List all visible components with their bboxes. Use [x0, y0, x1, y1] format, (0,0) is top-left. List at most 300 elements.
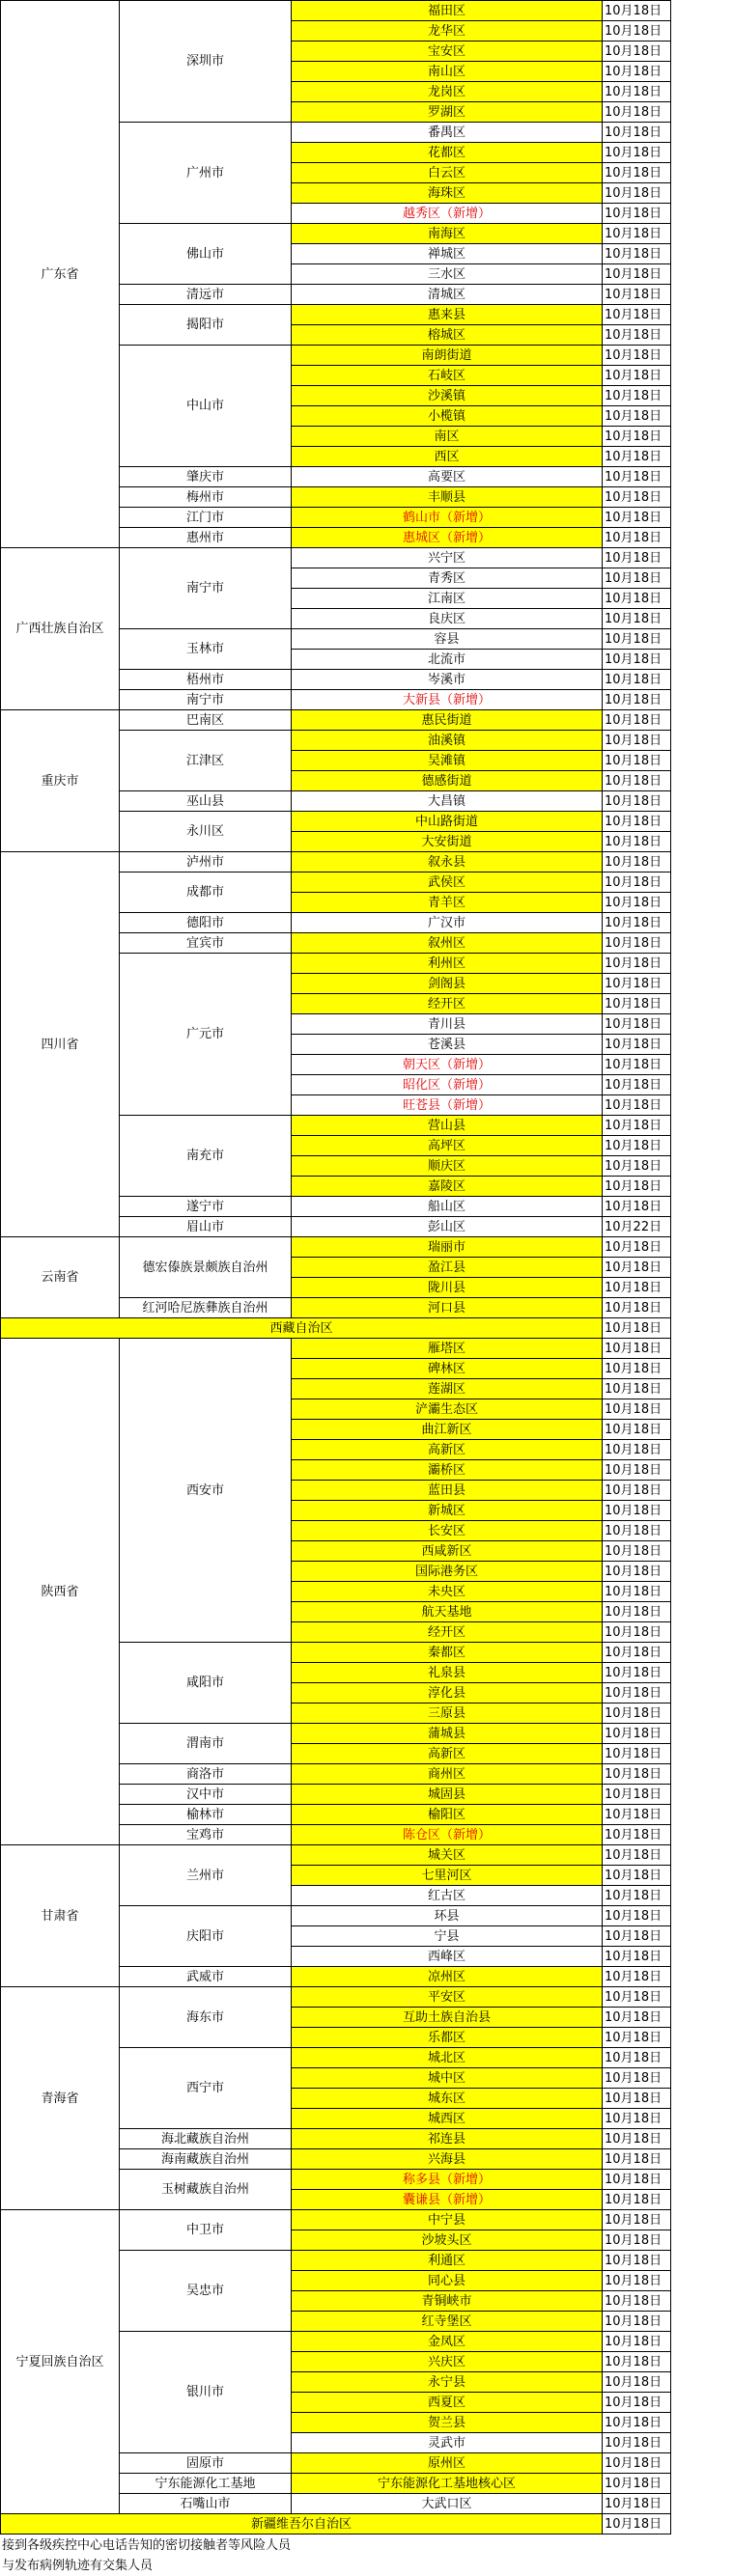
- province-cell: 宁夏回族自治区: [0, 2209, 120, 2514]
- district-cell: 苍溪县: [291, 1034, 603, 1055]
- date-cell: 10月18日: [602, 750, 671, 771]
- date-cell: 10月18日: [602, 1763, 671, 1785]
- district-cell: 城固县: [291, 1784, 603, 1805]
- district-cell: 白云区: [291, 162, 603, 183]
- district-cell: 禅城区: [291, 243, 603, 264]
- city-cell: 玉林市: [119, 628, 292, 670]
- date-cell: 10月18日: [602, 993, 671, 1014]
- district-cell: 灞桥区: [291, 1459, 603, 1481]
- city-cell: 中山市: [119, 345, 292, 467]
- city-cell: 巴南区: [119, 709, 292, 731]
- date-cell: 10月18日: [602, 2250, 671, 2271]
- date-cell: 10月18日: [602, 203, 671, 224]
- date-cell: 10月18日: [602, 122, 671, 143]
- date-cell: 10月18日: [602, 1399, 671, 1420]
- district-cell: 陇川县: [291, 1277, 603, 1298]
- district-cell: 鹤山市（新增）: [291, 507, 603, 528]
- date-cell: 10月18日: [602, 851, 671, 873]
- date-cell: 10月18日: [602, 263, 671, 285]
- city-cell: 惠州市: [119, 527, 292, 548]
- date-cell: 10月18日: [602, 426, 671, 447]
- district-cell: 中宁县: [291, 2209, 603, 2230]
- district-cell: 高新区: [291, 1439, 603, 1460]
- date-cell: 10月18日: [602, 1540, 671, 1562]
- district-cell: 未央区: [291, 1581, 603, 1602]
- district-cell: 叙永县: [291, 851, 603, 873]
- province-cell: 四川省: [0, 851, 120, 1237]
- district-cell: 兴宁区: [291, 547, 603, 568]
- date-cell: 10月18日: [602, 973, 671, 994]
- district-cell: 凉州区: [291, 1966, 603, 1987]
- date-cell: 10月18日: [602, 1338, 671, 1359]
- date-cell: 10月18日: [602, 142, 671, 163]
- date-cell: 10月18日: [602, 1824, 671, 1845]
- date-cell: 10月18日: [602, 1682, 671, 1703]
- city-cell: 南宁市: [119, 547, 292, 629]
- date-cell: 10月18日: [602, 20, 671, 42]
- city-cell: 玉树藏族自治州: [119, 2169, 292, 2210]
- district-cell: 惠城区（新增）: [291, 527, 603, 548]
- district-cell: 礼泉县: [291, 1662, 603, 1683]
- district-cell: 叙州区: [291, 932, 603, 954]
- city-cell: 庆阳市: [119, 1905, 292, 1967]
- district-cell: 容县: [291, 628, 603, 650]
- district-cell: 囊谦县（新增）: [291, 2189, 603, 2210]
- date-cell: 10月18日: [602, 2452, 671, 2474]
- district-cell: 红寺堡区: [291, 2311, 603, 2332]
- province-cell: 重庆市: [0, 709, 120, 852]
- district-cell: 宁县: [291, 1925, 603, 1947]
- district-cell: 利通区: [291, 2250, 603, 2271]
- district-cell: 花都区: [291, 142, 603, 163]
- district-cell: 淳化县: [291, 1682, 603, 1703]
- district-cell: 河口县: [291, 1297, 603, 1318]
- district-cell: 西咸新区: [291, 1540, 603, 1562]
- district-cell: 营山县: [291, 1115, 603, 1136]
- date-cell: 10月18日: [602, 1094, 671, 1116]
- date-cell: 10月18日: [602, 1844, 671, 1866]
- date-cell: 10月18日: [602, 1642, 671, 1663]
- city-cell: 榆林市: [119, 1804, 292, 1825]
- city-cell: 揭阳市: [119, 304, 292, 346]
- district-cell: 城关区: [291, 1844, 603, 1866]
- date-cell: 10月18日: [602, 345, 671, 366]
- date-cell: 10月18日: [602, 2432, 671, 2453]
- date-cell: 10月18日: [602, 1115, 671, 1136]
- city-cell: 南宁市: [119, 689, 292, 710]
- date-cell: 10月18日: [602, 1297, 671, 1318]
- city-cell: 梅州市: [119, 486, 292, 508]
- province-cell: 陕西省: [0, 1338, 120, 1845]
- province-cell: 甘肃省: [0, 1844, 120, 1987]
- district-cell: 宝安区: [291, 41, 603, 62]
- district-cell: 大武口区: [291, 2493, 603, 2514]
- date-cell: 10月18日: [602, 1601, 671, 1622]
- city-cell: 海东市: [119, 1986, 292, 2048]
- district-cell: 互助土族自治县: [291, 2007, 603, 2028]
- district-cell: 惠民街道: [291, 709, 603, 731]
- district-cell: 红古区: [291, 1885, 603, 1906]
- district-cell: 罗湖区: [291, 101, 603, 123]
- date-cell: 10月18日: [602, 182, 671, 204]
- district-cell: 城北区: [291, 2047, 603, 2068]
- date-cell: 10月18日: [602, 101, 671, 123]
- city-cell: 广州市: [119, 122, 292, 224]
- date-cell: 10月18日: [602, 2331, 671, 2352]
- date-cell: 10月18日: [602, 162, 671, 183]
- city-cell: 西安市: [119, 1338, 292, 1643]
- district-cell: 德感街道: [291, 770, 603, 791]
- city-cell: 深圳市: [119, 0, 292, 123]
- city-cell: 银川市: [119, 2331, 292, 2453]
- district-cell: 榕城区: [291, 324, 603, 346]
- district-cell: 称多县（新增）: [291, 2169, 603, 2190]
- date-cell: 10月18日: [602, 41, 671, 62]
- date-cell: 10月18日: [602, 2412, 671, 2433]
- date-cell: 10月18日: [602, 1520, 671, 1541]
- date-cell: 10月18日: [602, 486, 671, 508]
- date-cell: 10月18日: [602, 1662, 671, 1683]
- city-cell: 海南藏族自治州: [119, 2148, 292, 2170]
- date-cell: 10月18日: [602, 1236, 671, 1258]
- date-cell: 10月18日: [602, 2473, 671, 2494]
- date-cell: 10月18日: [602, 61, 671, 82]
- province-cell: 广西壮族自治区: [0, 547, 120, 710]
- date-cell: 10月18日: [602, 608, 671, 629]
- date-cell: 10月18日: [602, 2230, 671, 2251]
- date-cell: 10月18日: [602, 1135, 671, 1156]
- district-cell: 经开区: [291, 993, 603, 1014]
- district-cell: 国际港务区: [291, 1561, 603, 1582]
- date-cell: 10月18日: [602, 1966, 671, 1987]
- district-cell: 沙溪镇: [291, 385, 603, 406]
- city-cell: 德宏傣族景颇族自治州: [119, 1236, 292, 1298]
- date-cell: 10月18日: [602, 2047, 671, 2068]
- district-cell: 榆阳区: [291, 1804, 603, 1825]
- city-cell: 宝鸡市: [119, 1824, 292, 1845]
- date-cell: 10月18日: [602, 1277, 671, 1298]
- city-cell: 梧州市: [119, 669, 292, 690]
- district-cell: 盈江县: [291, 1257, 603, 1278]
- city-cell: 汉中市: [119, 1784, 292, 1805]
- city-cell: 南充市: [119, 1115, 292, 1197]
- date-cell: 10月18日: [602, 831, 671, 852]
- district-cell: 大新县（新增）: [291, 689, 603, 710]
- date-cell: 10月18日: [602, 1925, 671, 1947]
- district-cell: 清城区: [291, 284, 603, 305]
- date-cell: 10月18日: [602, 2270, 671, 2291]
- date-cell: 10月18日: [602, 2371, 671, 2393]
- date-cell: 10月18日: [602, 2290, 671, 2312]
- district-cell: 西峰区: [291, 1946, 603, 1967]
- district-cell: 嘉陵区: [291, 1176, 603, 1197]
- district-cell: 岑溪市: [291, 669, 603, 690]
- date-cell: 10月18日: [602, 2189, 671, 2210]
- district-cell: 南朗街道: [291, 345, 603, 366]
- date-cell: 10月18日: [602, 1054, 671, 1075]
- district-cell: 番禺区: [291, 122, 603, 143]
- date-cell: 10月18日: [602, 466, 671, 487]
- date-cell: 10月18日: [602, 1581, 671, 1602]
- city-cell: 遂宁市: [119, 1196, 292, 1217]
- district-cell: 三原县: [291, 1703, 603, 1724]
- city-cell: 清远市: [119, 284, 292, 305]
- date-cell: 10月18日: [602, 1176, 671, 1197]
- date-cell: 10月18日: [602, 547, 671, 568]
- date-cell: 10月18日: [602, 1743, 671, 1764]
- district-cell: 碑林区: [291, 1358, 603, 1379]
- date-cell: 10月18日: [602, 1723, 671, 1744]
- city-cell: 兰州市: [119, 1844, 292, 1906]
- footnote: 与发布病例轨迹有交集人员: [2, 2559, 154, 2573]
- date-cell: 10月18日: [602, 1784, 671, 1805]
- district-cell: 秦都区: [291, 1642, 603, 1663]
- date-cell: 10月18日: [602, 2209, 671, 2230]
- date-cell: 10月18日: [602, 1317, 671, 1339]
- district-cell: 武侯区: [291, 872, 603, 893]
- district-cell: 南海区: [291, 223, 603, 244]
- date-cell: 10月18日: [602, 1500, 671, 1521]
- city-cell: 江门市: [119, 507, 292, 528]
- district-cell: 平安区: [291, 1986, 603, 2008]
- district-cell: 吴滩镇: [291, 750, 603, 771]
- district-cell: 福田区: [291, 0, 603, 21]
- district-cell: 大昌镇: [291, 790, 603, 812]
- city-cell: 固原市: [119, 2452, 292, 2474]
- district-cell: 小榄镇: [291, 405, 603, 427]
- district-cell: 雁塔区: [291, 1338, 603, 1359]
- date-cell: 10月18日: [602, 730, 671, 751]
- date-cell: 10月18日: [602, 1946, 671, 1967]
- district-cell: 剑阁县: [291, 973, 603, 994]
- district-cell: 旺苍县（新增）: [291, 1094, 603, 1116]
- district-cell: 城东区: [291, 2088, 603, 2109]
- date-cell: 10月18日: [602, 2148, 671, 2170]
- district-cell: 原州区: [291, 2452, 603, 2474]
- date-cell: 10月18日: [602, 507, 671, 528]
- date-cell: 10月18日: [602, 2088, 671, 2109]
- district-cell: 西区: [291, 446, 603, 467]
- date-cell: 10月18日: [602, 223, 671, 244]
- date-cell: 10月18日: [602, 527, 671, 548]
- district-cell: 高要区: [291, 466, 603, 487]
- date-cell: 10月18日: [602, 2067, 671, 2089]
- district-cell: 兴庆区: [291, 2351, 603, 2372]
- district-cell: 石岐区: [291, 365, 603, 386]
- district-cell: 丰顺县: [291, 486, 603, 508]
- city-cell: 永川区: [119, 811, 292, 852]
- district-cell: 西夏区: [291, 2392, 603, 2413]
- district-cell: 南山区: [291, 61, 603, 82]
- city-cell: 江津区: [119, 730, 292, 791]
- district-cell: 瑞丽市: [291, 1236, 603, 1258]
- district-cell: 北流市: [291, 649, 603, 670]
- date-cell: 10月18日: [602, 284, 671, 305]
- city-cell: 西宁市: [119, 2047, 292, 2129]
- district-cell: 高坪区: [291, 1135, 603, 1156]
- date-cell: 10月22日: [602, 1216, 671, 1237]
- date-cell: 10月18日: [602, 2007, 671, 2028]
- district-cell: 龙华区: [291, 20, 603, 42]
- date-cell: 10月18日: [602, 872, 671, 893]
- district-cell: 祁连县: [291, 2128, 603, 2149]
- city-cell: 渭南市: [119, 1723, 292, 1764]
- date-cell: 10月18日: [602, 324, 671, 346]
- date-cell: 10月18日: [602, 1986, 671, 2008]
- date-cell: 10月18日: [602, 1439, 671, 1460]
- district-cell: 陈仓区（新增）: [291, 1824, 603, 1845]
- date-cell: 10月18日: [602, 669, 671, 690]
- district-cell: 永宁县: [291, 2371, 603, 2393]
- date-cell: 10月18日: [602, 912, 671, 933]
- date-cell: 10月18日: [602, 790, 671, 812]
- district-cell: 船山区: [291, 1196, 603, 1217]
- district-cell: 南区: [291, 426, 603, 447]
- date-cell: 10月18日: [602, 2311, 671, 2332]
- district-cell: 商州区: [291, 1763, 603, 1785]
- date-cell: 10月18日: [602, 709, 671, 731]
- district-cell: 越秀区（新增）: [291, 203, 603, 224]
- date-cell: 10月18日: [602, 2351, 671, 2372]
- city-cell: 咸阳市: [119, 1642, 292, 1724]
- date-cell: 10月18日: [602, 243, 671, 264]
- district-cell: 海珠区: [291, 182, 603, 204]
- date-cell: 10月18日: [602, 1561, 671, 1582]
- district-cell: 城中区: [291, 2067, 603, 2089]
- district-cell: 贺兰县: [291, 2412, 603, 2433]
- city-cell: 宜宾市: [119, 932, 292, 954]
- district-cell: 龙岗区: [291, 81, 603, 102]
- district-cell: 青铜峡市: [291, 2290, 603, 2312]
- date-cell: 10月18日: [602, 770, 671, 791]
- city-cell: 泸州市: [119, 851, 292, 873]
- date-cell: 10月18日: [602, 1703, 671, 1724]
- date-cell: 10月18日: [602, 1013, 671, 1035]
- date-cell: 10月18日: [602, 81, 671, 102]
- city-cell: 巫山县: [119, 790, 292, 812]
- date-cell: 10月18日: [602, 2169, 671, 2190]
- date-cell: 10月18日: [602, 2493, 671, 2514]
- district-cell: 油溪镇: [291, 730, 603, 751]
- date-cell: 10月18日: [602, 385, 671, 406]
- date-cell: 10月18日: [602, 1804, 671, 1825]
- date-cell: 10月18日: [602, 2027, 671, 2048]
- date-cell: 10月18日: [602, 304, 671, 325]
- footnote: 接到各级疾控中心电话告知的密切接触者等风险人员: [2, 2538, 292, 2553]
- district-cell: 利州区: [291, 953, 603, 974]
- district-cell: 环县: [291, 1905, 603, 1926]
- city-cell: 红河哈尼族彝族自治州: [119, 1297, 292, 1318]
- date-cell: 10月18日: [602, 0, 671, 21]
- date-cell: 10月18日: [602, 1378, 671, 1399]
- city-cell: 石嘴山市: [119, 2493, 292, 2514]
- city-cell: 德阳市: [119, 912, 292, 933]
- date-cell: 10月18日: [602, 811, 671, 832]
- district-cell: 广汉市: [291, 912, 603, 933]
- district-cell: 大安街道: [291, 831, 603, 852]
- city-cell: 武威市: [119, 1966, 292, 1987]
- district-cell: 乐都区: [291, 2027, 603, 2048]
- date-cell: 10月18日: [602, 1034, 671, 1055]
- date-cell: 10月18日: [602, 1459, 671, 1481]
- city-cell: 海北藏族自治州: [119, 2128, 292, 2149]
- date-cell: 10月18日: [602, 1905, 671, 1926]
- city-cell: 佛山市: [119, 223, 292, 285]
- city-cell: 宁东能源化工基地: [119, 2473, 292, 2494]
- date-cell: 10月18日: [602, 1358, 671, 1379]
- district-cell: 金凤区: [291, 2331, 603, 2352]
- district-cell: 惠来县: [291, 304, 603, 325]
- date-cell: 10月18日: [602, 932, 671, 954]
- city-cell: 中卫市: [119, 2209, 292, 2251]
- district-cell: 宁东能源化工基地核心区: [291, 2473, 603, 2494]
- date-cell: 10月18日: [602, 1074, 671, 1095]
- province-cell: 青海省: [0, 1986, 120, 2210]
- province-cell: 新疆维吾尔自治区: [0, 2513, 603, 2534]
- district-cell: 莲湖区: [291, 1378, 603, 1399]
- district-cell: 高新区: [291, 1743, 603, 1764]
- district-cell: 经开区: [291, 1621, 603, 1643]
- district-cell: 朝天区（新增）: [291, 1054, 603, 1075]
- date-cell: 10月18日: [602, 1155, 671, 1177]
- date-cell: 10月18日: [602, 2392, 671, 2413]
- district-cell: 良庆区: [291, 608, 603, 629]
- date-cell: 10月18日: [602, 2108, 671, 2129]
- date-cell: 10月18日: [602, 1885, 671, 1906]
- date-cell: 10月18日: [602, 649, 671, 670]
- district-cell: 三水区: [291, 263, 603, 285]
- date-cell: 10月18日: [602, 588, 671, 609]
- district-cell: 蓝田县: [291, 1480, 603, 1501]
- district-cell: 江南区: [291, 588, 603, 609]
- province-cell: 广东省: [0, 0, 120, 548]
- date-cell: 10月18日: [602, 2128, 671, 2149]
- district-cell: 曲江新区: [291, 1419, 603, 1440]
- district-cell: 青秀区: [291, 568, 603, 589]
- district-cell: 彭山区: [291, 1216, 603, 1237]
- date-cell: 10月18日: [602, 1865, 671, 1886]
- date-cell: 10月18日: [602, 953, 671, 974]
- district-cell: 昭化区（新增）: [291, 1074, 603, 1095]
- date-cell: 10月18日: [602, 689, 671, 710]
- district-cell: 浐灞生态区: [291, 1399, 603, 1420]
- district-cell: 兴海县: [291, 2148, 603, 2170]
- district-cell: 顺庆区: [291, 1155, 603, 1177]
- date-cell: 10月18日: [602, 405, 671, 427]
- date-cell: 10月18日: [602, 1196, 671, 1217]
- district-cell: 城西区: [291, 2108, 603, 2129]
- city-cell: 吴忠市: [119, 2250, 292, 2332]
- date-cell: 10月18日: [602, 892, 671, 913]
- date-cell: 10月18日: [602, 1480, 671, 1501]
- district-cell: 新城区: [291, 1500, 603, 1521]
- date-cell: 10月18日: [602, 2513, 671, 2534]
- city-cell: 成都市: [119, 872, 292, 913]
- date-cell: 10月18日: [602, 628, 671, 650]
- province-cell: 西藏自治区: [0, 1317, 603, 1339]
- district-cell: 青羊区: [291, 892, 603, 913]
- city-cell: 商洛市: [119, 1763, 292, 1785]
- city-cell: 广元市: [119, 953, 292, 1116]
- district-cell: 沙坡头区: [291, 2230, 603, 2251]
- district-cell: 七里河区: [291, 1865, 603, 1886]
- city-cell: 眉山市: [119, 1216, 292, 1237]
- district-cell: 同心县: [291, 2270, 603, 2291]
- province-cell: 云南省: [0, 1236, 120, 1318]
- district-cell: 中山路街道: [291, 811, 603, 832]
- district-cell: 航天基地: [291, 1601, 603, 1622]
- date-cell: 10月18日: [602, 568, 671, 589]
